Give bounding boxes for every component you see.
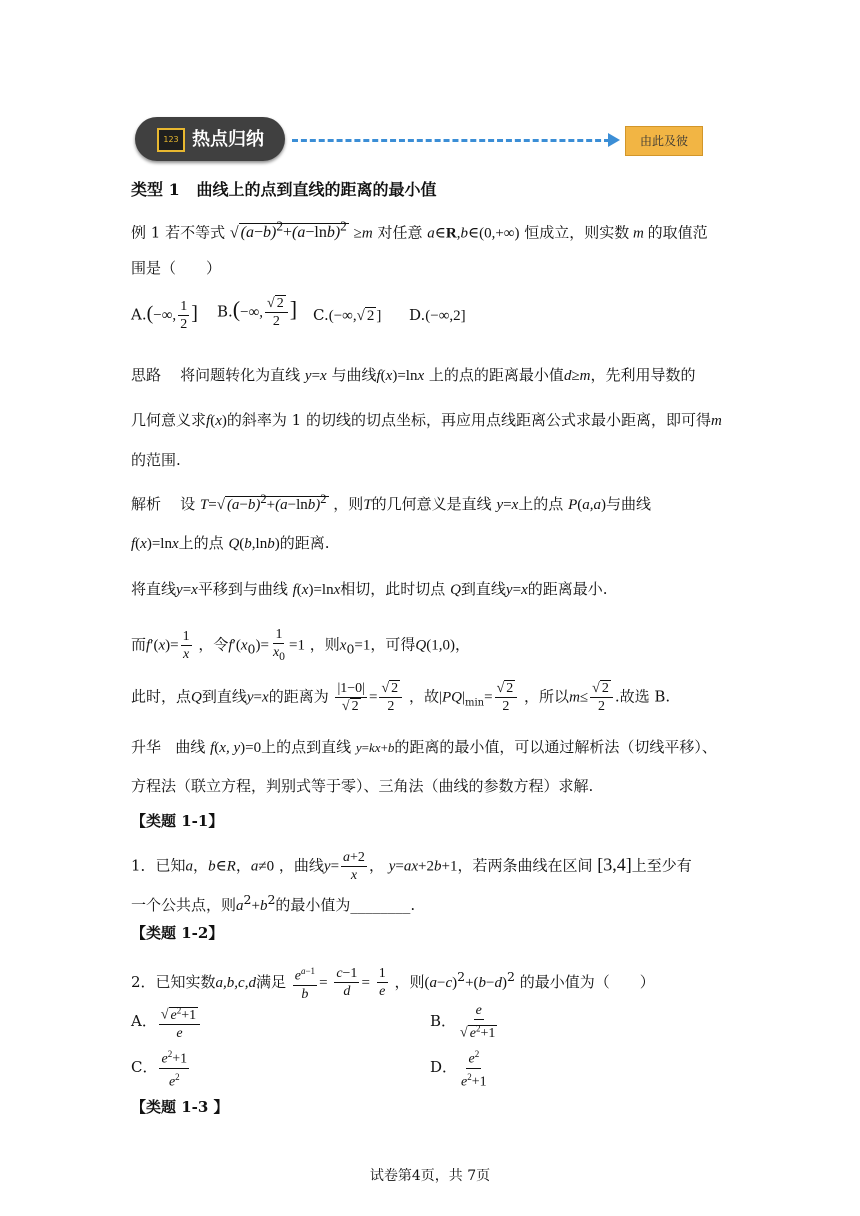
example-text: 的取值范	[647, 223, 708, 242]
badge-label: 热点归纳	[192, 129, 264, 150]
lei11-q2: 一个公共点，则$a^2+b^2$的最小值为________.	[131, 892, 416, 914]
option-c: C.(−∞,√ 2 ]	[313, 306, 382, 324]
shenghua-line2: 方程法（联立方程，判别式等于零）、三角法（曲线的参数方程）求解.	[131, 777, 594, 795]
lei12-q1: 2．已知实数a,b,c,d满足 $\frac{e^{a-1}}{b}$ = $\frac{c-1}{d}$ = $\frac{1}{e}$ ，则$(a-c)^2+(b-d)^2$ 的最小值为（ ）	[131, 963, 655, 1003]
option-b: B.(−∞, $\frac{√ 2}{2}$ ]	[217, 296, 298, 329]
counter-icon: 123	[157, 128, 185, 152]
example-text: 例 1 若不等式	[131, 223, 226, 242]
lei12-label: 【类题 1-2】	[131, 924, 224, 942]
page-footer: 试卷第4页，共 7页	[369, 1168, 491, 1184]
arrow-right-icon	[608, 133, 620, 147]
example-question: 例 1 若不等式 √ $(a-b)^2+(a-\ln b)^2 \ge m$ 对任意 a∈R,b∈(0,+∞) 恒成立，则实数 m 的取值范	[131, 219, 708, 242]
lei13-label: 【类题 1-3 】	[131, 1098, 229, 1116]
silu-line2: 几何意义求f(x)的斜率为 1 的切线的切点坐标，再应用点线距离公式求最小距离，即可得m	[131, 411, 722, 429]
lei11-q1: 1．已知a，b∈R，a≠0 ，曲线y= $\frac{a+2}{x}$ ， y=ax+2b+1，若两条曲线在区间 [3,4]上至少有	[131, 850, 692, 883]
tag-label: 由此及彼	[625, 126, 703, 156]
lei12-option-c: C． $\frac{e^2+1}{e^2}$	[131, 1046, 191, 1090]
jiexi-line1: 解析 设 T=√ $(a-b)^2+(a-\ln b)^2$ ，则T的几何意义是直线 y=x上的点 P(a,a)与曲线	[131, 492, 651, 513]
dashed-connector	[292, 139, 610, 142]
option-d: D.(−∞,2]	[409, 306, 466, 324]
section-title	[131, 179, 436, 201]
example-line2: 围是（ ）	[131, 259, 222, 277]
example-text: 对任意	[377, 223, 423, 242]
example-text: 恒成立，则实数	[524, 223, 630, 242]
jiexi-line5: 此时，点Q到直线y=x的距离为 $\frac{|1-0|}{√ 2}$ = $\frac{√ 2}{2}$ ，故$|PQ|_{min}=$ $\frac{√ 2}{2}$ ，所以m≤ $\frac{√ 2}{2}$ .故选 B.	[131, 681, 671, 714]
silu-line1: 思路 将问题转化为直线 y=x 与曲线f(x)=lnx 上的点的距离最小值d≥m，先利用导数的	[131, 366, 696, 384]
option-a: A.(−∞, $\frac{1}{2}$ ]	[131, 299, 198, 332]
shenghua-line1: 升华 曲线 f(x, y)=0上的点到直线 y=kx+b的距离的最小值，可以通过解析法（切线平移）、	[131, 738, 717, 756]
jiexi-line2: f(x)=lnx上的点 Q(b,lnb)的距离.	[131, 534, 330, 552]
type-title: 曲线上的点到直线的距离的最小值	[196, 180, 437, 199]
lei11-label: 【类题 1-1】	[131, 812, 224, 830]
lei12-option-a: A． $\frac{√ e^2+1}{e}$	[131, 1002, 202, 1042]
lei12-option-b: B． $\frac{e}{√ e^2+1}$	[430, 1003, 496, 1041]
type-label: 类型 1	[131, 180, 180, 199]
jiexi-line4: 而f′(x)= $\frac{1}{x}$ ，令$f'(x_0)=$ $\frac{1}{x_0}$ =1 ，则$x_0=1$，可得Q(1,0)，	[131, 627, 470, 663]
silu-line3: 的范围.	[131, 451, 181, 469]
lei12-option-d: D． $\frac{e^2}{e^2+1}$	[430, 1046, 491, 1090]
jiexi-line3: 将直线y=x平移到与曲线 f(x)=lnx相切，此时切点 Q到直线y=x的距离最小.	[131, 580, 608, 598]
